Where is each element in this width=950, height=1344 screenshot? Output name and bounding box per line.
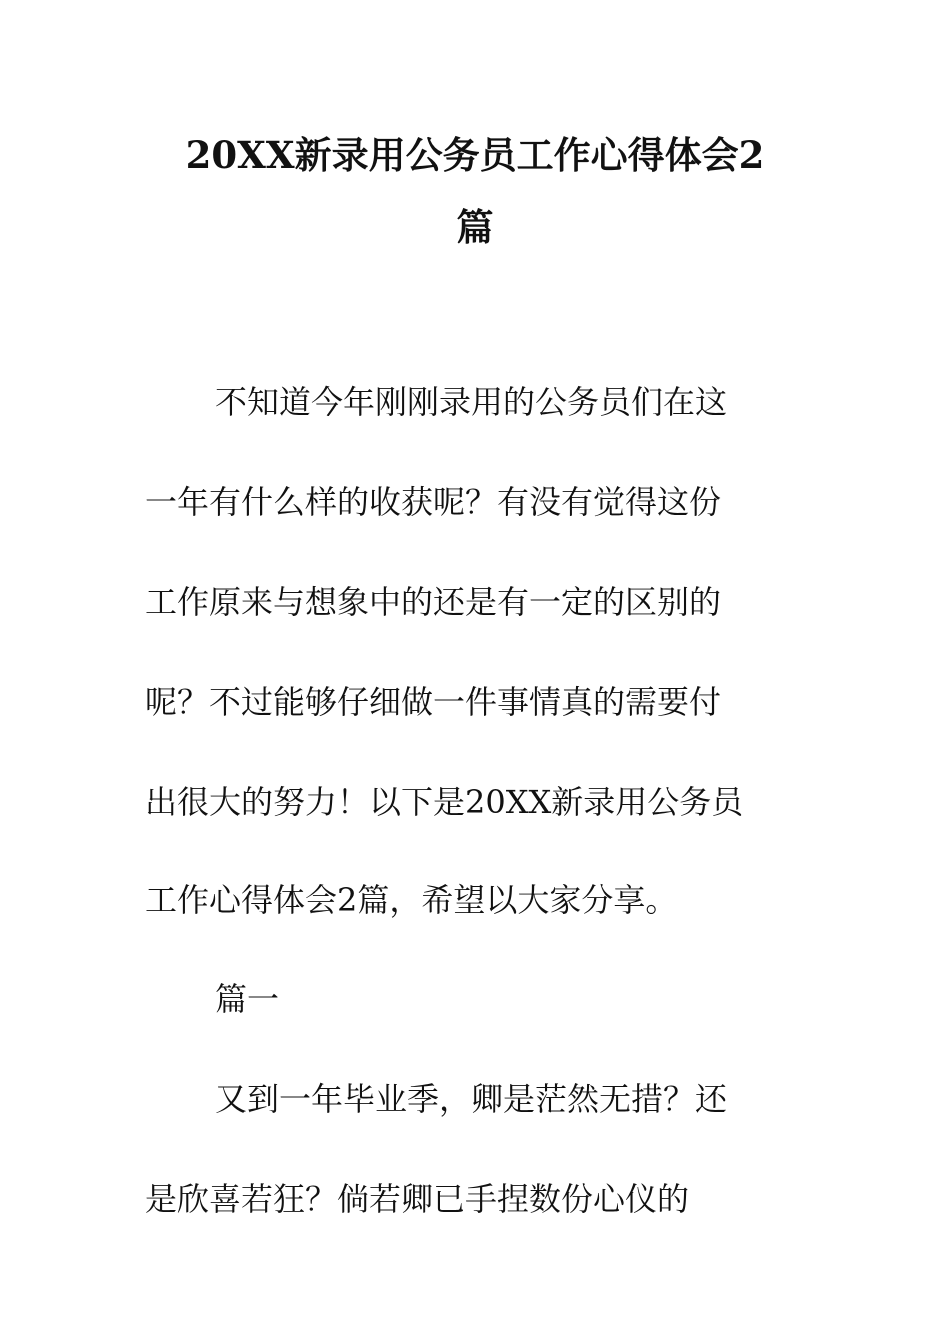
paragraph-line: 出很大的努力！以下是20XX新录用公务员 [145, 783, 744, 821]
paragraph-line: 不知道今年刚刚录用的公务员们在这 [215, 383, 728, 421]
document-title-line-2: 篇 [456, 205, 494, 249]
paragraph-line: 是欣喜若狂？倘若卿已手捏数份心仪的 [145, 1180, 690, 1218]
paragraph-line: 一年有什么样的收获呢？有没有觉得这份 [145, 483, 722, 521]
paragraph-line: 呢？不过能够仔细做一件事情真的需要付 [145, 683, 722, 721]
section-heading: 篇一 [215, 980, 280, 1018]
paragraph-line: 又到一年毕业季，卿是茫然无措？还 [215, 1080, 728, 1118]
document-title-line-1: 20XX新录用公务员工作心得体会2 [185, 133, 765, 177]
paragraph-line: 工作原来与想象中的还是有一定的区别的 [145, 583, 722, 621]
paragraph-line: 工作心得体会2篇，希望以大家分享。 [145, 881, 678, 919]
